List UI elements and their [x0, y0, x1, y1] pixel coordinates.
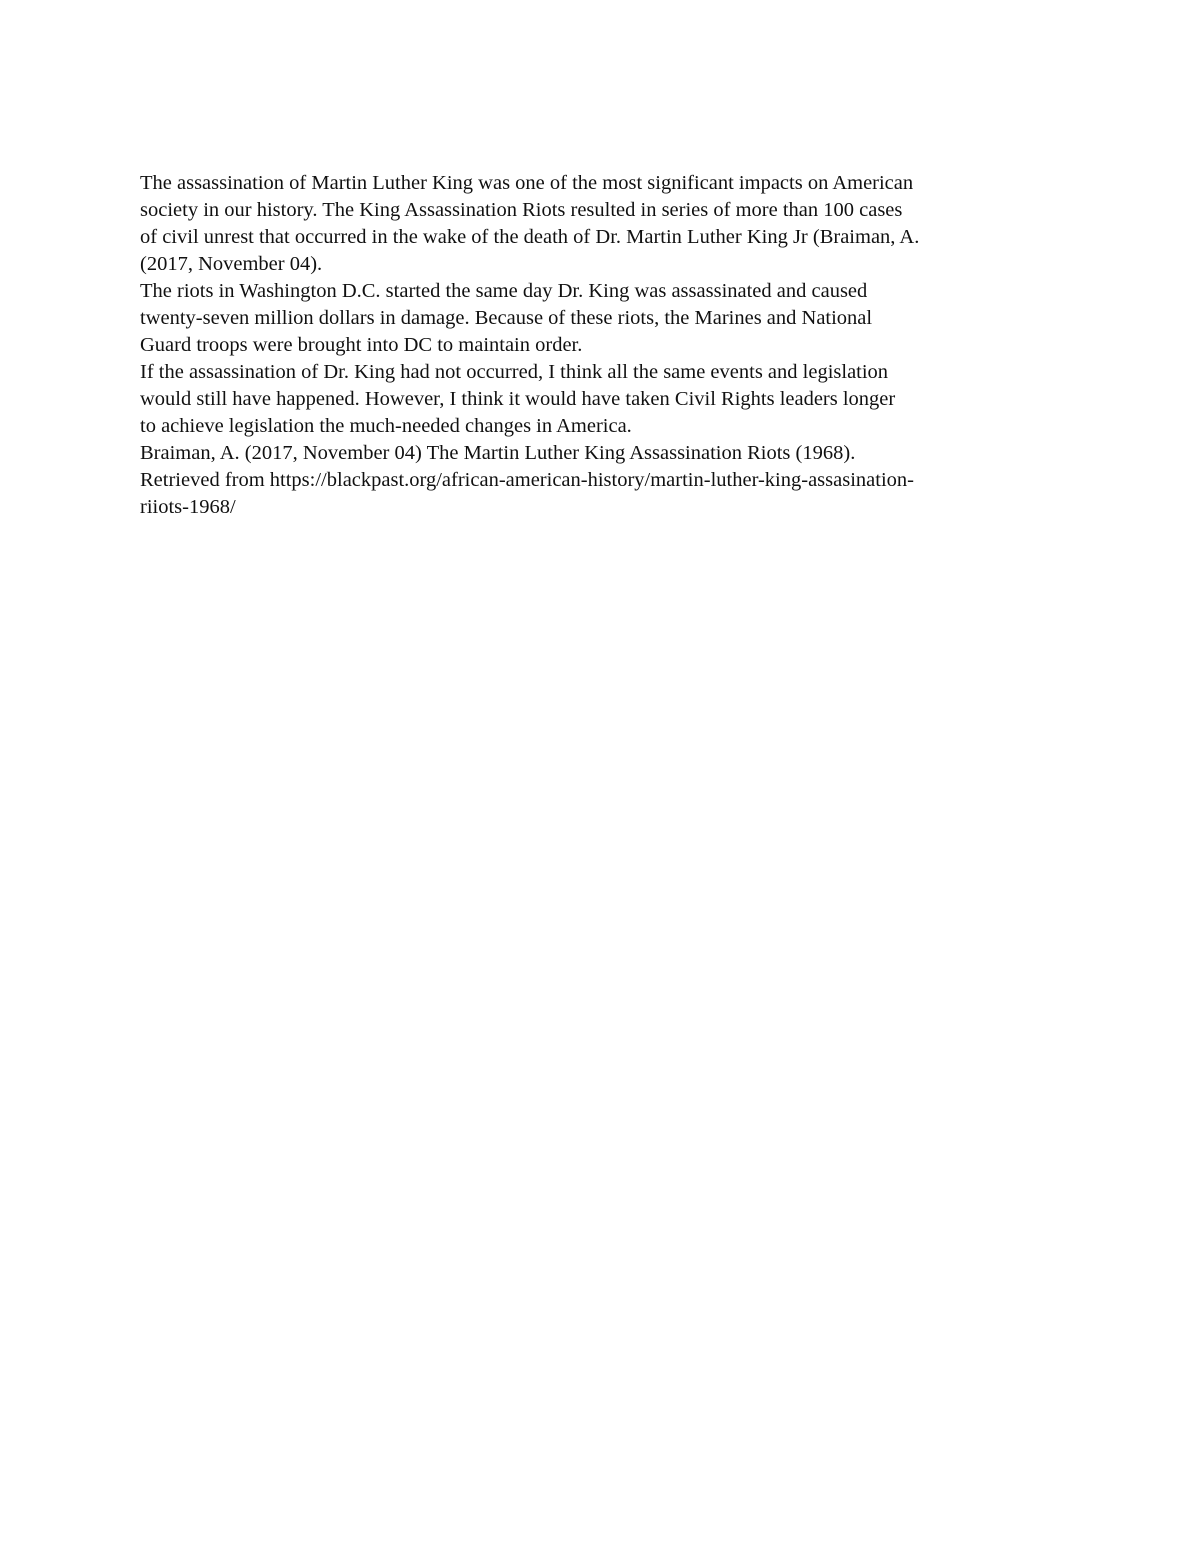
paragraph-riots-overview: [140, 170, 1080, 359]
document-body: [140, 170, 1080, 521]
paragraph-counterfactual: [140, 359, 1080, 440]
reference-citation: [140, 440, 1080, 521]
text-line: would still have happened. However, I think it would have taken Civil Rights leaders longer: [140, 388, 896, 410]
text-line: society in our history. The King Assassination Riots resulted in series of more than 100 cases: [140, 199, 903, 221]
text-line: to achieve legislation the much-needed changes in America.: [140, 415, 632, 437]
text-line: (2017, November 04).: [140, 253, 323, 275]
text-line: The assassination of Martin Luther King was one of the most significant impacts on American: [140, 172, 914, 194]
text-line: twenty-seven million dollars in damage. Because of these riots, the Marines and National: [140, 307, 873, 329]
text-line: Retrieved from https://blackpast.org/african-american-history/martin-luther-king-assasination-: [140, 469, 914, 491]
text-line: of civil unrest that occurred in the wake of the death of Dr. Martin Luther King Jr (Braiman, A.: [140, 226, 920, 248]
text-line: The riots in Washington D.C. started the same day Dr. King was assassinated and caused: [140, 280, 868, 302]
text-line: Braiman, A. (2017, November 04) The Martin Luther King Assassination Riots (1968).: [140, 442, 856, 464]
text-line: riiots-1968/: [140, 496, 236, 518]
text-line: Guard troops were brought into DC to maintain order.: [140, 334, 583, 356]
text-line: If the assassination of Dr. King had not occurred, I think all the same events and legislation: [140, 361, 889, 383]
